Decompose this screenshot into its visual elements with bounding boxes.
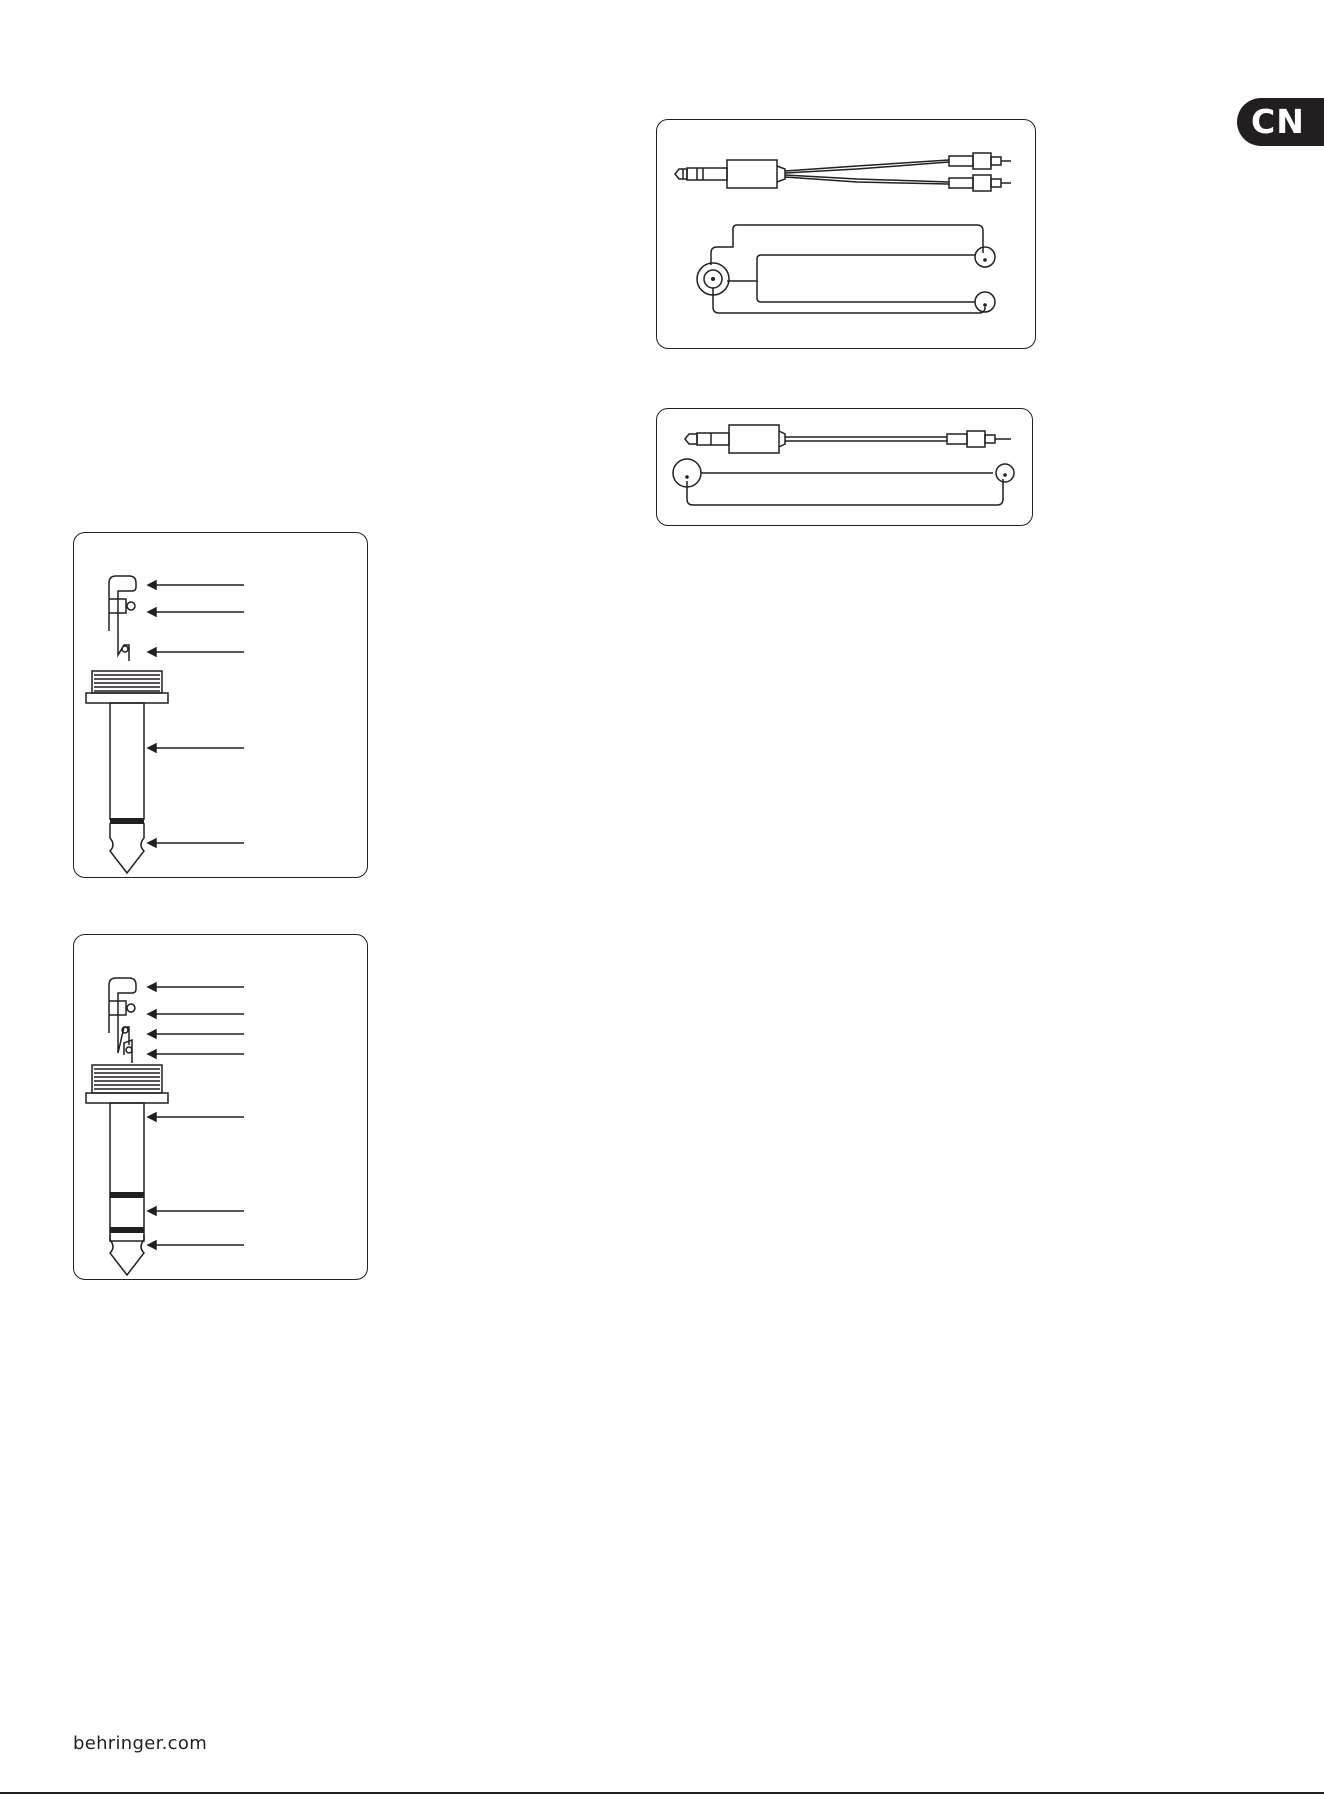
stereo-jack-connector-diagram-icon (74, 935, 368, 1280)
mono-jack-diagram (73, 532, 368, 878)
bottom-rule (0, 1792, 1324, 1794)
mono-jack-connector-diagram-icon (74, 533, 368, 878)
language-tab: CN (1237, 98, 1324, 146)
stereo-jack-diagram (73, 934, 368, 1280)
y-cable-diagram (656, 119, 1036, 349)
insert-y-cable-diagram-icon (657, 120, 1036, 349)
footer-url: behringer.com (73, 1733, 208, 1754)
mono-cable-diagram (656, 408, 1033, 526)
mono-jack-to-rca-cable-diagram-icon (657, 409, 1033, 526)
